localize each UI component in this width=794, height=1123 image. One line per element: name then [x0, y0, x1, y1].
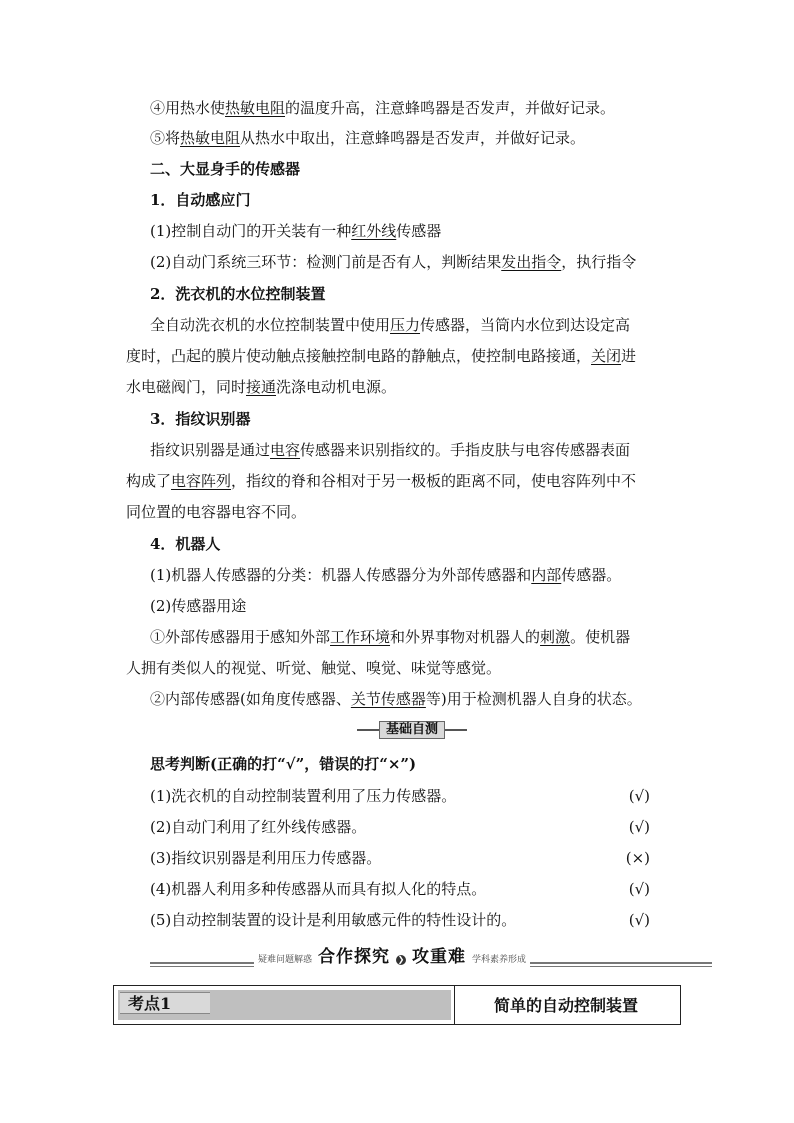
text: 的温度升高，注意蜂鸣器是否发声，并做好记录。: [285, 99, 616, 117]
judge-item: [150, 786, 680, 806]
judge-item: [150, 817, 680, 837]
text: 和外界事物对机器人的: [390, 628, 541, 646]
blank-answer: 热敏电阻: [225, 99, 286, 117]
text: ①外部传感器用于感知外部: [150, 628, 331, 646]
text: ②内部传感器(如角度传感器、: [150, 690, 351, 708]
text: ，执行指令: [561, 253, 637, 271]
kaodian-title: 简单的自动控制装置: [494, 996, 639, 1015]
kaodian-box: [113, 985, 681, 1025]
kaodian-divider: [454, 986, 455, 1024]
judge-item: [150, 910, 680, 930]
step-4-line: [150, 98, 690, 118]
text: (1)机器人传感器的分类：机器人传感器分为外部传感器和: [150, 566, 532, 584]
judge-title: 思考判断(正确的打“√”，错误的打“×”): [150, 755, 417, 773]
judge-item: [150, 848, 680, 868]
text: 从热水中取出，注意蜂鸣器是否发声，并做好记录。: [240, 129, 586, 147]
text: 传感器来识别指纹的。手指皮肤与电容传感器表面: [300, 441, 631, 459]
text: 传感器。: [561, 566, 622, 584]
judge-answer: (√): [628, 880, 650, 898]
judge-question: (5)自动控制装置的设计是利用敏感元件的特性设计的。: [150, 911, 517, 929]
text: 进: [621, 347, 637, 365]
section-heading-2: 二、大显身手的传感器: [150, 160, 301, 178]
p2-line-2: [126, 346, 686, 366]
step-5-line: [150, 128, 690, 148]
section-header-text: [254, 942, 530, 967]
text: 传感器，当筒内水位到达设定高: [420, 316, 631, 334]
text: ④用热水使: [150, 99, 226, 117]
judge-question: (3)指纹识别器是利用压力传感器。: [150, 849, 382, 867]
blank-answer: 电容阵列: [171, 472, 232, 490]
blank-answer: 电容: [270, 441, 301, 459]
blank-answer: 刺激: [540, 628, 571, 646]
judge-answer: (√): [628, 818, 650, 836]
p2-line-3: [126, 377, 686, 397]
blank-answer: 压力: [390, 316, 421, 334]
text: 传感器: [396, 222, 442, 240]
judge-answer: (√): [628, 787, 650, 805]
sub-heading-2: 2．洗衣机的水位控制装置: [150, 285, 326, 303]
blank-answer: 红外线: [351, 222, 397, 240]
sub-heading-4: 4．机器人: [150, 535, 221, 553]
text: ⑤将: [150, 129, 181, 147]
blank-answer: 发出指令: [501, 253, 562, 271]
section-header: [150, 942, 712, 968]
s4-item-2: (2)传感器用途: [150, 597, 247, 615]
text: 度时，凸起的膜片使动触点接触控制电路的静触点，使控制电路接通，: [126, 347, 592, 365]
s1-item-2: [150, 252, 690, 272]
text: 洗涤电动机电源。: [276, 378, 397, 396]
judge-answer: (√): [628, 911, 650, 929]
blank-answer: 关节传感器: [350, 690, 426, 708]
s4-item-2a-line-1: [150, 627, 690, 647]
judge-question: (1)洗衣机的自动控制装置利用了压力传感器。: [150, 787, 457, 805]
self-test-banner: [357, 720, 467, 740]
p2-line-1: [150, 315, 690, 335]
section-main-2: 攻重难: [412, 947, 467, 967]
section-main-1: 合作探究: [318, 947, 391, 967]
blank-answer: 内部: [531, 566, 562, 584]
blank-answer: 接通: [246, 378, 277, 396]
banner-label: 基础自测: [379, 721, 445, 739]
text: 。使机器: [570, 628, 631, 646]
s4-item-1: [150, 565, 690, 585]
kaodian-tag-area: [118, 990, 451, 1020]
s4-item-2a-line-2: 人拥有类似人的视觉、听觉、触觉、嗅觉、味觉等感觉。: [126, 659, 502, 677]
judge-question: (4)机器人利用多种传感器从而具有拟人化的特点。: [150, 880, 487, 898]
text: 构成了: [126, 472, 172, 490]
s4-item-2b: [150, 689, 690, 709]
chevron-right-icon: ❯: [397, 955, 405, 964]
s1-item-1: [150, 221, 690, 241]
section-post: 学科素养形成: [472, 955, 527, 965]
section-pre: 疑难问题解惑: [258, 955, 313, 965]
text: 指纹识别器是通过: [150, 441, 271, 459]
p3-line-1: [150, 440, 690, 460]
judge-item: [150, 879, 680, 899]
sub-heading-1: 1．自动感应门: [150, 191, 251, 209]
text: 全自动洗衣机的水位控制装置中使用: [150, 316, 391, 334]
sub-heading-3: 3．指纹识别器: [150, 410, 251, 428]
text: 水电磁阀门，同时: [126, 378, 247, 396]
blank-answer: 关闭: [591, 347, 622, 365]
kaodian-tag: 考点1: [120, 992, 210, 1014]
p3-line-3: 同位置的电容器电容不同。: [126, 503, 307, 521]
text: 等)用于检测机器人自身的状态。: [425, 690, 642, 708]
text: (1)控制自动门的开关装有一种: [150, 222, 352, 240]
text: (2)自动门系统三环节：检测门前是否有人，判断结果: [150, 253, 502, 271]
judge-answer: (×): [625, 849, 650, 867]
blank-answer: 工作环境: [330, 628, 391, 646]
blank-answer: 热敏电阻: [180, 129, 241, 147]
judge-question: (2)自动门利用了红外线传感器。: [150, 818, 367, 836]
p3-line-2: [126, 471, 686, 491]
text: ，指纹的脊和谷相对于另一极板的距离不同，使电容阵列中不: [231, 472, 637, 490]
